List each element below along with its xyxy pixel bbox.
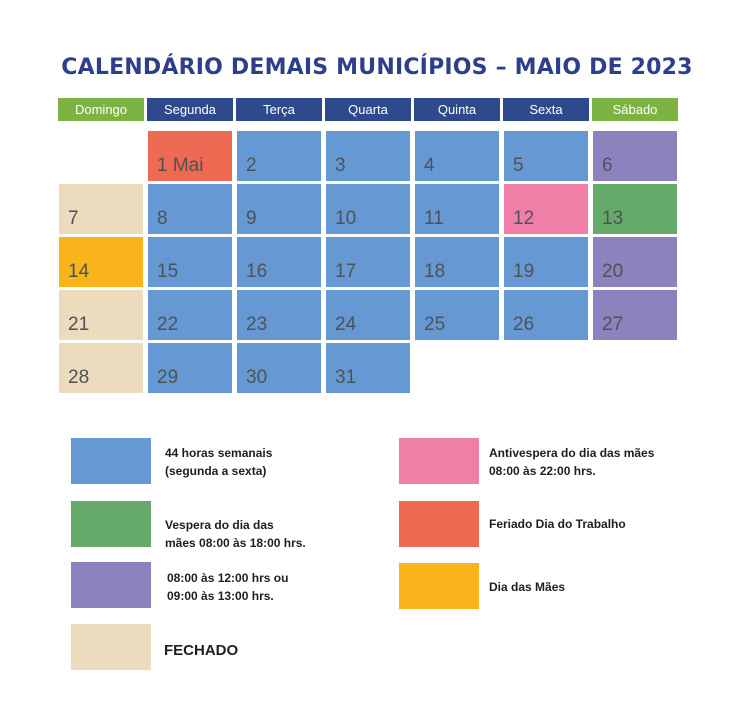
legend-text-green: Vespera do dia das mães 08:00 às 18:00 hrs. — [165, 518, 306, 550]
day-number: 28 — [68, 367, 90, 388]
day-number: 19 — [513, 261, 535, 282]
day-cell — [237, 290, 321, 340]
legend-swatch-green — [71, 501, 151, 547]
day-cell — [59, 184, 143, 234]
day-cell — [148, 290, 232, 340]
legend-swatch-beige — [71, 624, 151, 670]
day-number: 29 — [157, 367, 179, 388]
day-number: 22 — [157, 314, 179, 335]
day-cell — [593, 290, 677, 340]
legend-text-purple: 08:00 às 12:00 hrs ou 09:00 às 13:00 hrs. — [167, 571, 289, 603]
day-number: 14 — [68, 261, 90, 282]
day-cell — [148, 343, 232, 393]
day-number: 23 — [246, 314, 268, 335]
legend-text-yellow: Dia das Mães — [489, 580, 566, 594]
day-cell — [415, 290, 499, 340]
day-number: 7 — [68, 208, 79, 229]
day-number: 8 — [157, 208, 168, 229]
day-number: 27 — [602, 314, 624, 335]
day-number: 1 Mai — [157, 155, 204, 176]
day-cell — [59, 237, 143, 287]
header-quarta: Quarta — [325, 98, 411, 121]
day-cell — [326, 290, 410, 340]
legend-text-pink: Antivespera do dia das mães 08:00 às 22:00 hrs. — [489, 446, 655, 478]
day-cell — [326, 343, 410, 393]
legend-swatch-pink — [399, 438, 479, 484]
day-cell — [59, 343, 143, 393]
legend-swatch-red — [399, 501, 479, 547]
day-number: 30 — [246, 367, 268, 388]
legend-swatch-purple — [71, 562, 151, 608]
day-number: 18 — [424, 261, 446, 282]
day-number: 31 — [335, 367, 357, 388]
day-cell — [59, 290, 143, 340]
day-number: 6 — [602, 155, 613, 176]
day-cell — [415, 184, 499, 234]
header-domingo: Domingo — [58, 98, 144, 121]
day-number: 10 — [335, 208, 357, 229]
header-quinta: Quinta — [414, 98, 500, 121]
header-terca: Terça — [236, 98, 322, 121]
day-cell — [237, 343, 321, 393]
day-cell — [593, 131, 677, 181]
day-number: 26 — [513, 314, 535, 335]
header-sexta: Sexta — [503, 98, 589, 121]
legend-swatch-blue — [71, 438, 151, 484]
day-number: 16 — [246, 261, 268, 282]
day-number: 13 — [602, 208, 624, 229]
day-cell — [148, 237, 232, 287]
day-number: 12 — [513, 208, 535, 229]
day-number: 21 — [68, 314, 90, 335]
day-number: 3 — [335, 155, 346, 176]
day-cell — [504, 290, 588, 340]
header-segunda: Segunda — [147, 98, 233, 121]
day-number: 20 — [602, 261, 624, 282]
calendar-title: CALENDÁRIO DEMAIS MUNICÍPIOS – MAIO DE 2023 — [61, 55, 693, 80]
day-number: 24 — [335, 314, 357, 335]
day-number: 5 — [513, 155, 524, 176]
day-cell — [504, 131, 588, 181]
day-number: 4 — [424, 155, 435, 176]
day-cell — [237, 131, 321, 181]
day-cell — [148, 184, 232, 234]
legend-text-beige: FECHADO — [164, 642, 239, 659]
legend-text-blue: 44 horas semanais (segunda a sexta) — [165, 446, 273, 478]
day-number: 25 — [424, 314, 446, 335]
day-cell — [415, 131, 499, 181]
day-cell — [237, 184, 321, 234]
day-cell — [504, 184, 588, 234]
day-number: 9 — [246, 208, 257, 229]
day-cell — [593, 237, 677, 287]
header-sabado: Sábado — [592, 98, 678, 121]
day-cell — [593, 184, 677, 234]
day-number: 2 — [246, 155, 257, 176]
day-number: 17 — [335, 261, 357, 282]
day-cell — [148, 131, 232, 181]
day-cell — [237, 237, 321, 287]
legend-text-red: Feriado Dia do Trabalho — [489, 517, 626, 531]
legend-swatch-yellow — [399, 563, 479, 609]
day-cell — [415, 237, 499, 287]
day-number: 15 — [157, 261, 179, 282]
day-number: 11 — [424, 208, 444, 229]
day-cell — [326, 237, 410, 287]
day-cell — [326, 131, 410, 181]
day-cell — [504, 237, 588, 287]
day-cell — [326, 184, 410, 234]
